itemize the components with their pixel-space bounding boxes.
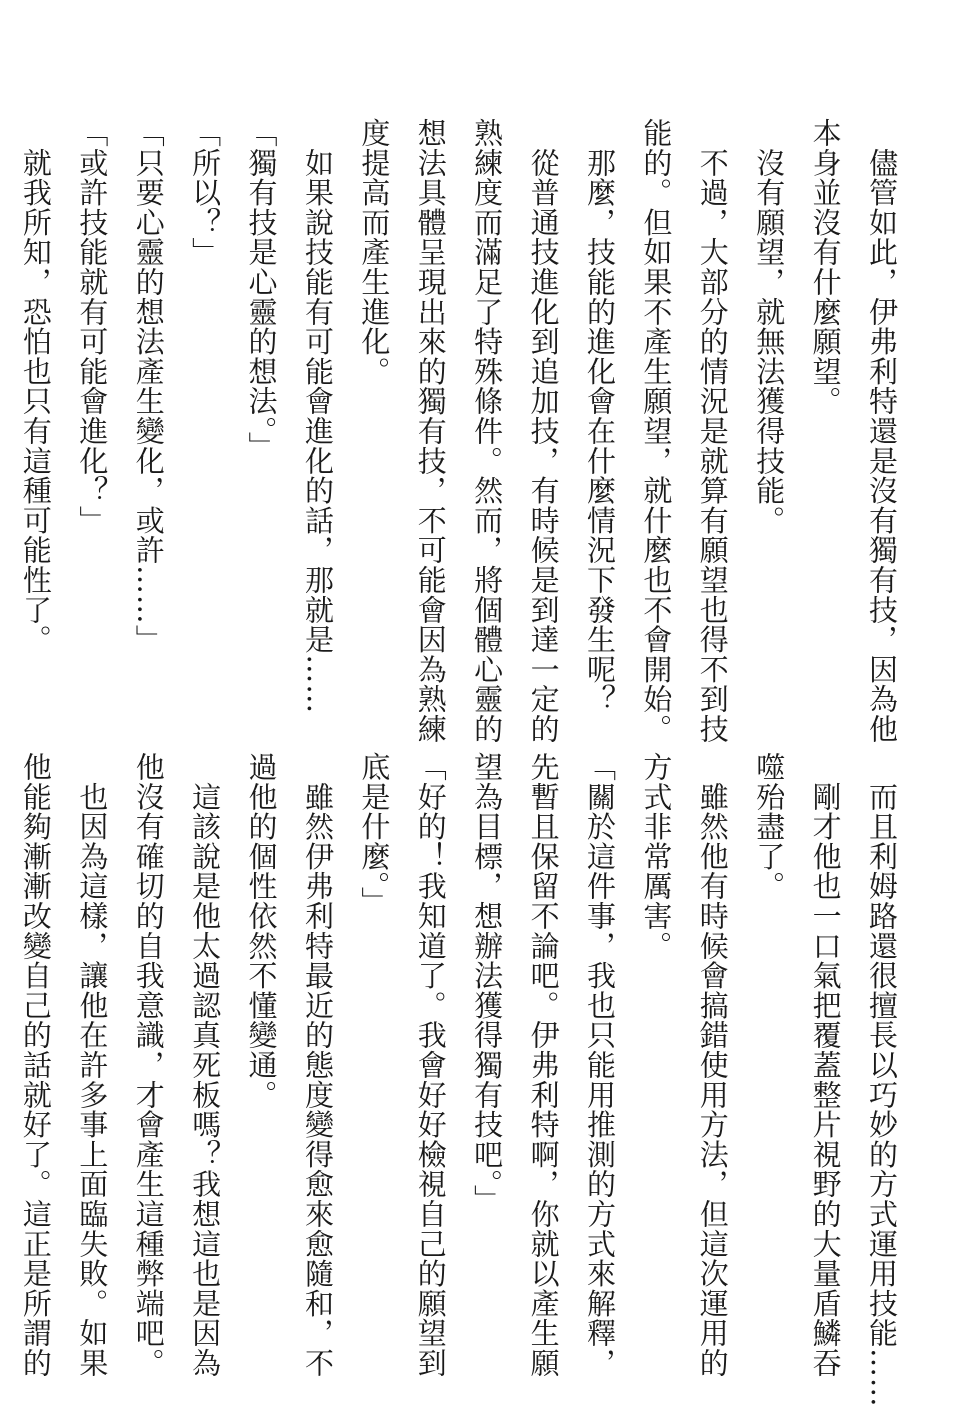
text-line: 不過，大部分的情況是就算有願望也得不到技 — [695, 118, 730, 744]
top-text-block — [18, 118, 910, 744]
text-line: 噬殆盡了。 — [752, 752, 787, 901]
text-line: 能的。但如果不產生願望，就什麼也不會開始。 — [639, 118, 674, 744]
text-line: 如果說技能有可能會進化的話，那就是…… — [300, 118, 335, 714]
dialogue-line: 先暫且保留不論吧。伊弗利特啊，你就以產生願 — [526, 752, 561, 1378]
dialogue-line: 底是什麼。」 — [357, 752, 392, 917]
dialogue-line: 「所以？」 — [188, 118, 223, 267]
dialogue-line: 「或許技能就有可能會進化？」 — [75, 118, 110, 536]
text-line: 雖然伊弗利特最近的態度變得愈來愈隨和，不 — [300, 752, 335, 1378]
bottom-text-block — [18, 752, 910, 1408]
text-line: 而且利姆路還很擅長以巧妙的方式運用技能…… — [865, 752, 899, 1408]
text-line: 也因為這樣，讓他在許多事上面臨失敗。如果 — [75, 752, 110, 1378]
text-line: 想法具體呈現出來的獨有技，不可能會因為熟練 — [413, 118, 448, 744]
text-line: 這該說是他太過認真死板嗎？我想這也是因為 — [188, 752, 223, 1378]
text-line: 從普通技進化到追加技，有時候是到達一定的 — [526, 118, 561, 744]
text-line: 過他的個性依然不懂變通。 — [244, 752, 279, 1110]
text-line: 沒有願望，就無法獲得技能。 — [752, 118, 787, 536]
text-line: 雖然他有時候會搞錯使用方法，但這次運用的 — [695, 752, 730, 1378]
text-line: 剛才他也一口氣把覆蓋整片視野的大量盾鱗吞 — [808, 752, 843, 1378]
dialogue-line: 「好的！我知道了。我會好好檢視自己的願望到 — [413, 752, 448, 1378]
dialogue-line: 「關於這件事，我也只能用推測的方式來解釋， — [582, 752, 617, 1378]
text-line: 儘管如此，伊弗利特還是沒有獨有技，因為他 — [865, 118, 899, 744]
text-line: 那麼，技能的進化會在什麼情況下發生呢？ — [582, 118, 617, 714]
text-line: 度提高而產生進化。 — [357, 118, 392, 387]
text-line — [0, 118, 8, 708]
text-line — [0, 752, 8, 1352]
text-line: 就我所知，恐怕也只有這種可能性了。 — [18, 118, 53, 655]
dialogue-line: 「只要心靈的想法產生變化，或許……」 — [131, 118, 166, 655]
text-line: 本身並沒有什麼願望。 — [808, 118, 843, 416]
text-line: 他能夠漸漸改變自己的話就好了。這正是所謂的 — [18, 752, 53, 1378]
text-line: 他沒有確切的自我意識，才會產生這種弊端吧。 — [131, 752, 166, 1378]
dialogue-line: 望為目標，想辦法獲得獨有技吧。」 — [470, 752, 505, 1215]
text-line: 方式非常厲害。 — [639, 752, 674, 961]
dialogue-line: 「獨有技是心靈的想法。」 — [244, 118, 279, 462]
text-line: 熟練度而滿足了特殊條件。然而，將個體心靈的 — [470, 118, 505, 744]
